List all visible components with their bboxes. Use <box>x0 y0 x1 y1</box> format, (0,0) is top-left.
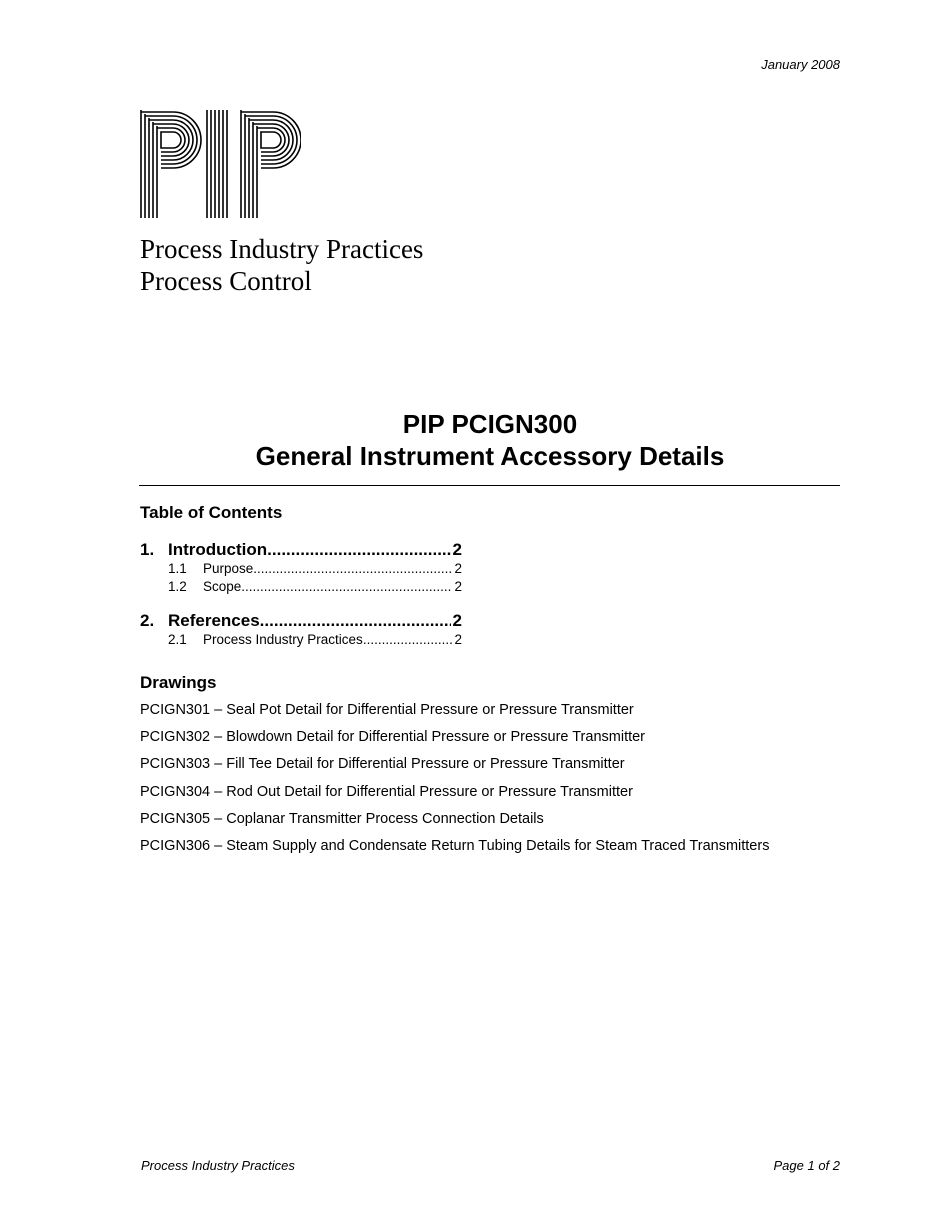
toc-leader-dots <box>267 540 450 560</box>
toc-entry-page: 2 <box>452 611 462 630</box>
organization-name: Process Industry Practices <box>140 234 424 264</box>
organization-division: Process Control <box>140 266 312 296</box>
footer-organization: Process Industry Practices <box>141 1158 295 1173</box>
header-date: January 2008 <box>761 57 840 72</box>
toc-entry-label: Scope <box>203 579 242 594</box>
pip-logo <box>139 110 301 223</box>
drawing-item: PCIGN306 – Steam Supply and Condensate Return Tubing Details for Steam Traced Transmitters <box>140 837 770 854</box>
pip-logo-graphic <box>139 110 301 218</box>
toc-leader-dots <box>363 632 453 647</box>
table-of-contents <box>140 540 462 650</box>
toc-leader-dots <box>241 579 452 594</box>
footer-page-number: Page 1 of 2 <box>773 1158 840 1173</box>
toc-entry-label: Introduction <box>168 540 268 559</box>
toc-entry-number: 1.2 <box>168 579 187 594</box>
organization-block <box>140 233 423 297</box>
drawing-item: PCIGN304 – Rod Out Detail for Differential Pressure or Pressure Transmitter <box>140 783 633 800</box>
toc-entry-page: 2 <box>452 540 462 559</box>
toc-entry-process-industry-practices[interactable] <box>140 632 462 650</box>
document-name: General Instrument Accessory Details <box>255 441 725 471</box>
drawing-item: PCIGN303 – Fill Tee Detail for Differential Pressure or Pressure Transmitter <box>140 756 625 773</box>
drawing-item: PCIGN301 – Seal Pot Detail for Differential Pressure or Pressure Transmitter <box>140 702 634 718</box>
toc-leader-dots <box>253 561 452 576</box>
toc-entry-label: Process Industry Practices <box>203 632 363 647</box>
drawing-item: PCIGN305 – Coplanar Transmitter Process Connection Details <box>140 810 544 827</box>
toc-entry-page: 2 <box>454 561 462 576</box>
document-title <box>140 408 840 472</box>
toc-entry-introduction[interactable] <box>140 540 462 561</box>
drawing-item: PCIGN302 – Blowdown Detail for Differential Pressure or Pressure Transmitter <box>140 729 646 746</box>
title-divider <box>139 485 840 486</box>
toc-entry-label: References <box>168 611 260 630</box>
toc-entry-number: 2.1 <box>168 632 187 647</box>
toc-leader-dots <box>260 611 451 631</box>
toc-entry-page: 2 <box>454 579 462 594</box>
toc-entry-number: 2. <box>140 611 155 630</box>
toc-entry-label: Purpose <box>203 561 254 576</box>
logo-letter-i <box>207 110 227 218</box>
drawings-heading: Drawings <box>140 673 217 692</box>
toc-entry-number: 1.1 <box>168 561 187 576</box>
toc-entry-page: 2 <box>454 632 462 647</box>
logo-letter-p2 <box>241 110 301 218</box>
drawings-list <box>140 702 769 865</box>
toc-heading: Table of Contents <box>140 503 283 522</box>
toc-entry-references[interactable] <box>140 611 462 632</box>
logo-letter-p1 <box>141 110 201 218</box>
toc-entry-scope[interactable] <box>140 579 462 597</box>
toc-entry-number: 1. <box>140 540 155 559</box>
document-number: PIP PCIGN300 <box>402 409 578 439</box>
toc-entry-purpose[interactable] <box>140 561 462 579</box>
